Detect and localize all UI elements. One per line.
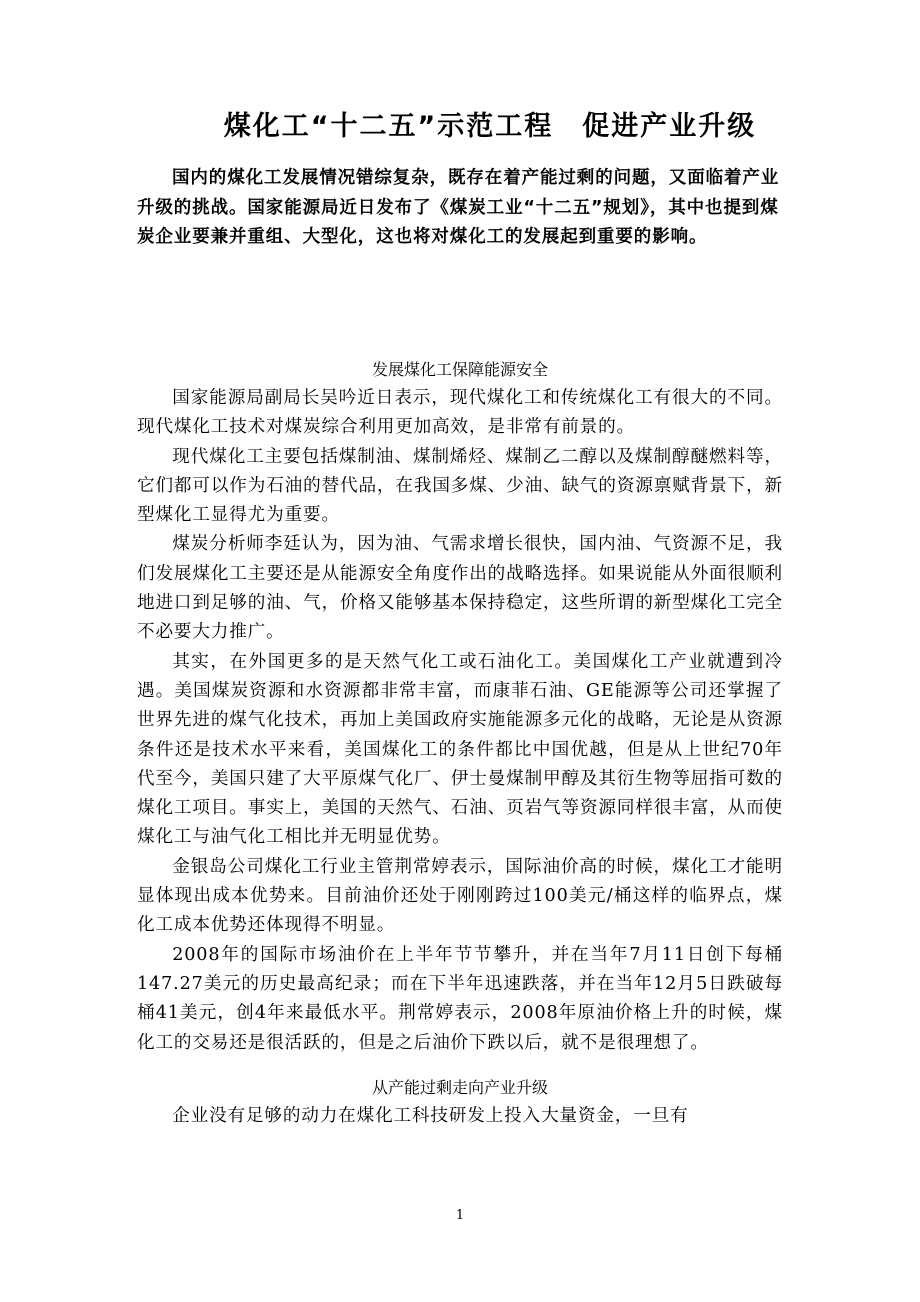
body-paragraph: 现代煤化工主要包括煤制油、煤制烯烃、煤制乙二醇以及煤制醇醚燃料等，它们都可以作为石油的替代品，在我国多煤、少油、缺气的资源禀赋背景下，新型煤化工显得尤为重要。 (137, 446, 783, 526)
section-heading-industry-upgrade: 从产能过剩走向产业升级 (371, 1077, 548, 1097)
body-paragraph: 煤炭分析师李廷认为，因为油、气需求增长很快，国内油、气资源不足，我们发展煤化工主要还是从能源安全角度作出的战略选择。如果说能从外面很顺利地进口到足够的油、气，价格又能够基本保持稳定，这些所谓的新型煤化工完全不必要大力推广。 (137, 534, 783, 643)
body-paragraph: 国家能源局副局长吴吟近日表示，现代煤化工和传统煤化工有很大的不同。现代煤化工技术对煤炭综合利用更加高效，是非常有前景的。 (137, 388, 783, 438)
body-paragraph: 金银岛公司煤化工行业主管荆常婷表示，国际油价高的时候，煤化工才能明显体现出成本优势来。目前油价还处于刚刚跨过100美元/桶这样的临界点，煤化工成本优势还体现得不明显。 (137, 856, 783, 936)
document-body (137, 355, 783, 1131)
intro-paragraph: 国内的煤化工发展情况错综复杂，既存在着产能过剩的问题，又面临着产业升级的挑战。国家能源局近日发布了《煤炭工业“十二五”规划》，其中也提到煤炭企业要兼并重组、大型化，这也将对煤化工的发展起到重要的影响。 (137, 168, 780, 248)
section-gap (137, 1058, 783, 1073)
document-title: 煤化工“十二五”示范工程 促进产业升级 (223, 111, 757, 142)
page-number: 1 (455, 1208, 465, 1223)
body-paragraph: 2008年的国际市场油价在上半年节节攀升，并在当年7月11日创下每桶147.27美元的历史最高纪录；而在下半年迅速跌落，并在当年12月5日跌破每桶41美元，创4年来最低水平。荆常婷表示，2008年原油价格上升的时候，煤化工的交易还是很活跃的，但是之后油价下跌以后，就不是很理想了。 (137, 944, 783, 1053)
body-paragraph: 企业没有足够的动力在煤化工科技研发上投入大量资金，一旦有 (172, 1105, 689, 1126)
section-heading-energy-security: 发展煤化工保障能源安全 (371, 360, 548, 379)
body-paragraph: 其实，在外国更多的是天然气化工或石油化工。美国煤化工产业就遭到冷遇。美国煤炭资源和水资源都非常丰富，而康菲石油、GE能源等公司还掌握了世界先进的煤气化技术，再加上美国政府实施能源多元化的战略，无论是从资源条件还是技术水平来看，美国煤化工的条件都比中国优越，但是从上世纪70年代至今，美国只建了大平原煤气化厂、伊士曼煤制甲醇及其衍生物等屈指可数的煤化工项目。事实上，美国的天然气、石油、页岩气等资源同样很丰富，从而使煤化工与油气化工相比并无明显优势。 (137, 651, 783, 848)
